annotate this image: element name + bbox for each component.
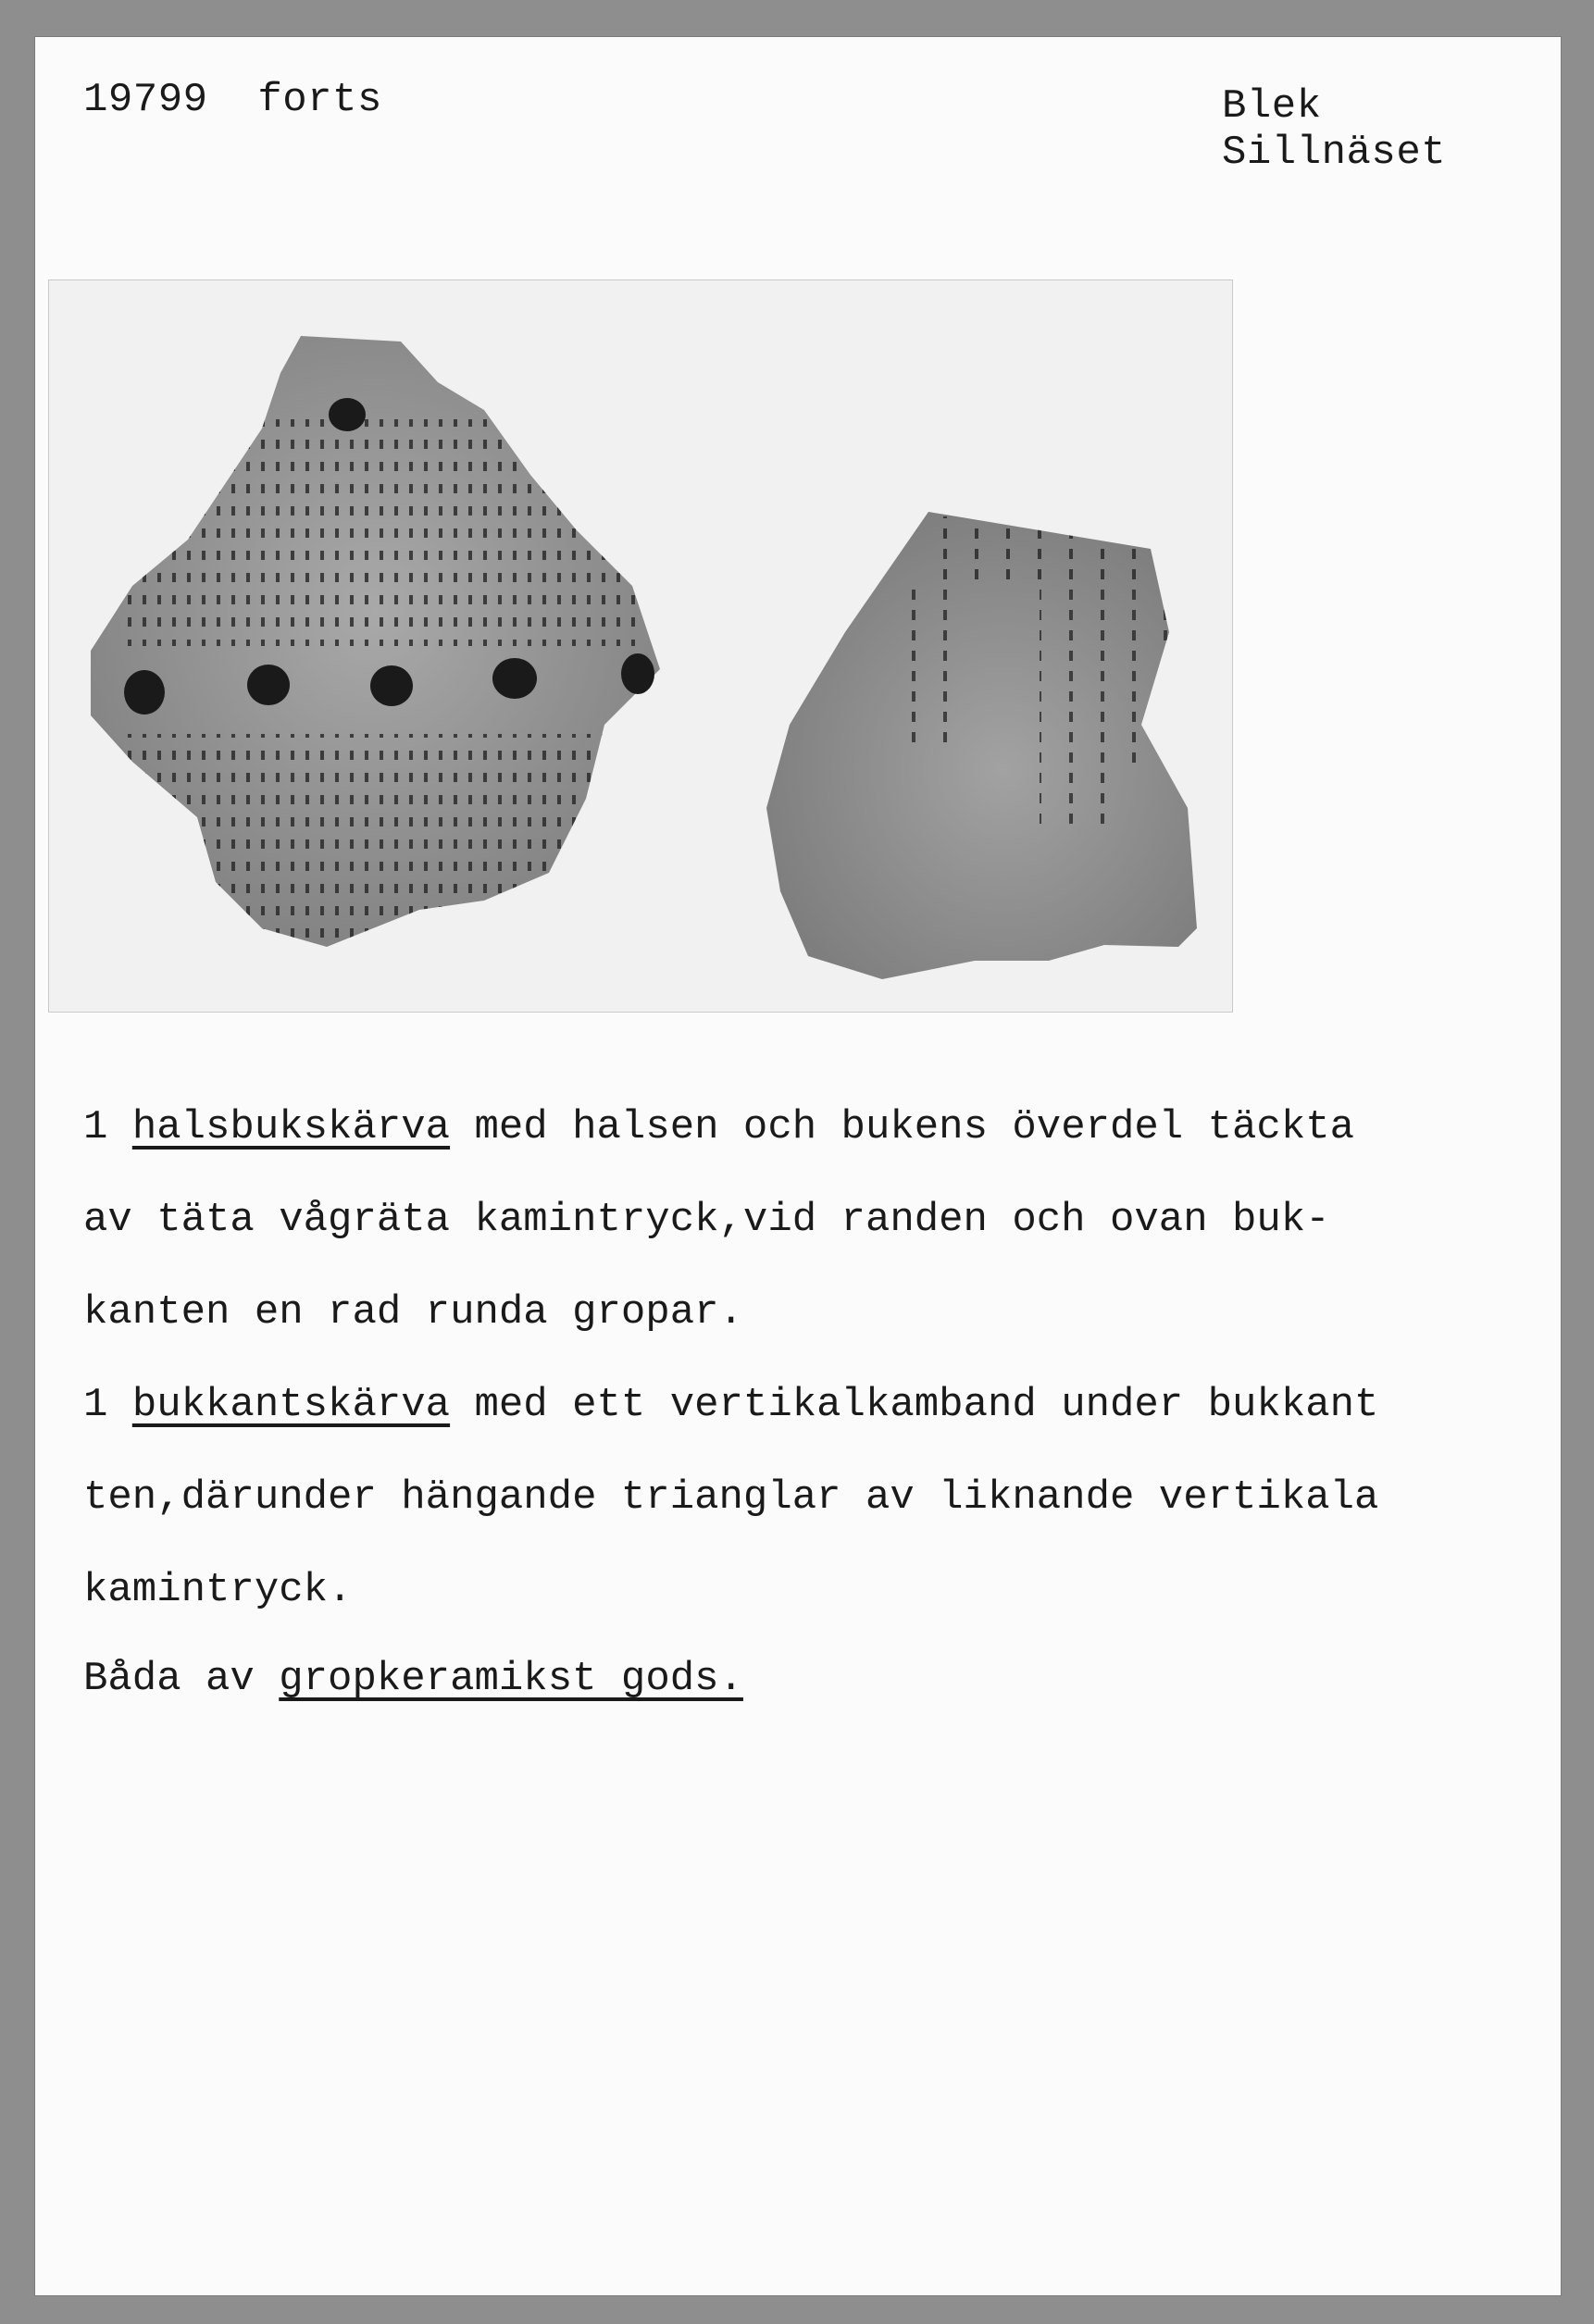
item1-line1-rest: med halsen och bukens överdel täckta [474, 1104, 1355, 1150]
item2-line3: kamintryck. [83, 1567, 353, 1613]
item1-count: 1 [83, 1104, 108, 1150]
description-text [83, 1081, 1561, 1721]
catalog-number: 19799 [83, 77, 208, 123]
item1-line1 [83, 1081, 1561, 1174]
continuation-label: forts [257, 77, 382, 123]
catalog-card [35, 37, 1561, 2295]
catalog-header-left [83, 78, 382, 122]
item2-count: 1 [83, 1382, 108, 1428]
item1-line3: kanten en rad runda gropar. [83, 1289, 743, 1336]
item1-type: halsbukskärva [131, 1104, 451, 1150]
item2-line1 [83, 1359, 1561, 1451]
pottery-sherds-icon [49, 280, 1232, 1012]
item2-type: bukkantskärva [131, 1382, 451, 1428]
region-label: Blek [1222, 83, 1322, 130]
artifact-photo [48, 280, 1233, 1013]
item1-line2: av täta vågräta kamintryck,vid randen och ovan buk- [83, 1197, 1330, 1243]
summary-prefix: Båda av [83, 1656, 255, 1702]
summary-line [83, 1636, 1561, 1721]
item2-line1-rest: med ett vertikalkamband under bukkant [474, 1382, 1379, 1428]
item2-line2: ten,därunder hängande trianglar av liknande vertikala [83, 1474, 1379, 1521]
sherd-neck-body [91, 336, 660, 947]
sherd-body-edge [766, 512, 1197, 979]
summary-material: gropkeramikst gods. [279, 1656, 743, 1702]
site-label: Sillnäset [1222, 130, 1447, 176]
location-block [1222, 83, 1446, 176]
